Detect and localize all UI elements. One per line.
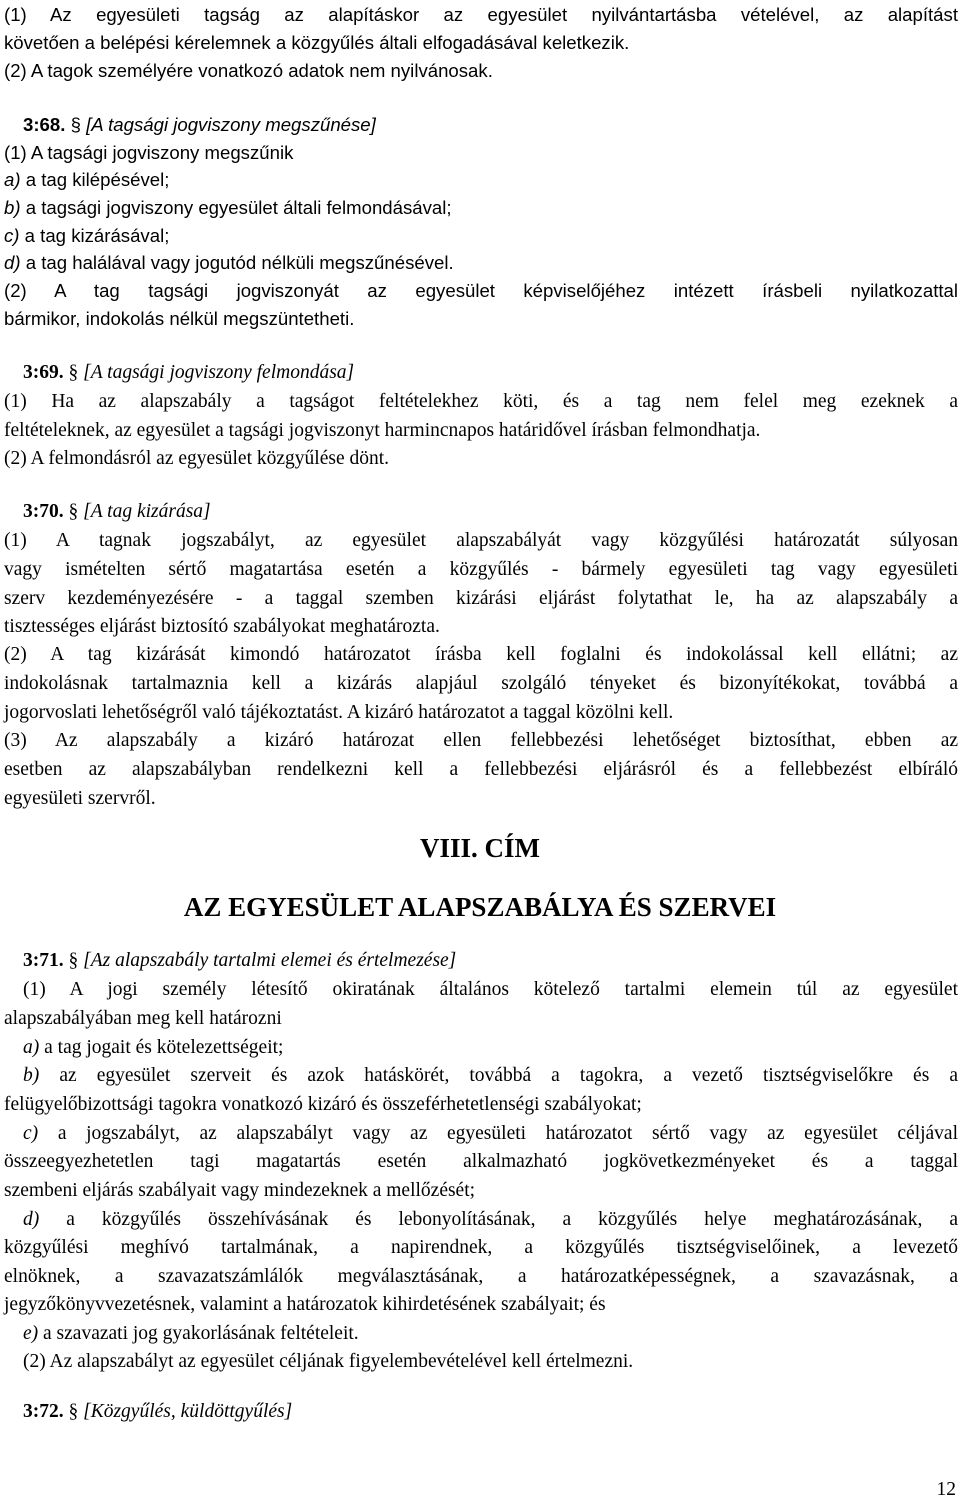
list-text: a tag kilépésével; xyxy=(25,169,170,190)
paragraph-line: tisztességes eljárást biztosító szabályokat meghatározta. xyxy=(4,616,440,637)
list-text: a tag jogait és kötelezettségeit; xyxy=(44,1037,284,1058)
list-item xyxy=(23,1206,958,1234)
list-text: a szavazati jog gyakorlásának feltételeit. xyxy=(43,1323,359,1344)
list-text: a tagsági jogviszony egyesület általi felmondásával; xyxy=(25,197,452,218)
chapter-subtitle: AZ EGYESÜLET ALAPSZABÁLYA ÉS SZERVEI xyxy=(183,892,777,922)
list-text: a tag kizárásával; xyxy=(24,225,170,246)
chapter-title: VIII. CÍM xyxy=(419,833,540,863)
paragraph-line: (3) Az alapszabály a kizáró határozat ellen fellebbezési lehetőséget biztosíthat, ebben az xyxy=(4,730,958,751)
section-title: [A tag kizárása] xyxy=(83,501,211,522)
list-marker: d) xyxy=(23,1209,40,1230)
paragraph-line: jegyzőkönyvvezetésnek, valamint a határozatok kihirdetésének szabályait; és xyxy=(4,1294,606,1315)
section-number: 3:70. xyxy=(23,501,64,522)
list-marker: c) xyxy=(23,1123,39,1144)
list-text: az egyesület szerveit és azok hatáskörét, továbbá a tagokra, a vezető tisztségviselőkre és a xyxy=(59,1065,959,1086)
paragraph-line: (2) Az alapszabályt az egyesület céljának figyelembevételével kell értelmezni. xyxy=(23,1351,634,1372)
section-number: 3:72. xyxy=(23,1401,64,1422)
section-number: 3:71. xyxy=(23,950,64,971)
section-heading-3-69 xyxy=(23,359,958,387)
paragraph-line: (1) A tagnak jogszabályt, az egyesület alapszabályát vagy közgyűlési határozatát súlyosan xyxy=(4,530,958,551)
section-heading-3-71 xyxy=(23,947,958,975)
list-item xyxy=(4,249,958,277)
paragraph-line: közgyűlési meghívó tartalmának, a napirendnek, a közgyűlés tisztségviselőinek, a levezető xyxy=(4,1237,958,1258)
list-marker: e) xyxy=(23,1323,39,1344)
paragraph-line: összeegyezhetetlen tagi magatartás esetén alkalmazható jogkövetkezményeket és a taggal xyxy=(4,1151,958,1172)
paragraph-line: bármikor, indokolás nélkül megszüntetheti. xyxy=(4,308,355,329)
paragraph-line: esetben az alapszabályban rendelkezni kell a fellebbezési eljárásról és a fellebbezést elbíráló xyxy=(4,759,958,780)
list-marker: d) xyxy=(4,252,21,273)
list-item xyxy=(23,1034,958,1062)
paragraph-line: egyesületi szervről. xyxy=(4,788,156,809)
paragraph-line: (1) Ha az alapszabály a tagságot feltételekhez köti, és a tag nem felel meg ezeknek a xyxy=(4,391,958,412)
list-marker: b) xyxy=(23,1065,40,1086)
list-text: a jogszabályt, az alapszabályt vagy az egyesületi határozatot sértő vagy az egyesület céljával xyxy=(57,1123,959,1144)
section-number: 3:68. xyxy=(23,114,66,135)
list-item xyxy=(23,1120,958,1148)
paragraph-line: követően a belépési kérelemnek a közgyűlés általi elfogadásával keletkezik. xyxy=(4,32,630,53)
list-text: a közgyűlés összehívásának és lebonyolításának, a közgyűlés helye meghatározásának, a xyxy=(66,1209,958,1230)
section-sign: § xyxy=(68,501,79,522)
list-item xyxy=(23,1062,958,1090)
paragraph-line: szembeni eljárás szabályait vagy mindezeknek a mellőzését; xyxy=(4,1180,476,1201)
paragraph-line: jogorvoslati lehetőségről való tájékoztatást. A kizáró határozatot a taggal közölni kell. xyxy=(4,702,674,723)
paragraph-line: indokolásnak tartalmaznia kell a kizárás alapjául szolgáló tényeket és bizonyítékokat, továbbá a xyxy=(4,673,958,694)
section-sign: § xyxy=(68,1401,79,1422)
paragraph-line: (2) A tag tagsági jogviszonyát az egyesület képviselőjéhez intézett írásbeli nyilatkozattal xyxy=(4,280,958,301)
section-title: [A tagsági jogviszony felmondása] xyxy=(83,362,355,383)
section-title: [A tagsági jogviszony megszűnése] xyxy=(86,114,376,135)
paragraph-line: szerv kezdeményezésére - a taggal szemben kizárási eljárást folytathat le, ha az alapszabály a xyxy=(4,588,958,609)
list-marker: b) xyxy=(4,197,21,218)
section-heading-3-70 xyxy=(23,498,958,526)
section-heading-3-72 xyxy=(23,1398,958,1426)
paragraph-line: (2) A tag kizárását kimondó határozatot írásba kell foglalni és indokolással kell ellátni; az xyxy=(4,644,958,665)
list-text: a tag halálával vagy jogutód nélküli megszűnésével. xyxy=(25,252,454,273)
paragraph-line: (2) A tagok személyére vonatkozó adatok nem nyilvánosak. xyxy=(4,60,493,81)
list-marker: a) xyxy=(4,169,21,190)
list-item xyxy=(23,1320,958,1348)
paragraph-line: felügyelőbizottsági tagokra vonatkozó kizáró és összeférhetetlenségi szabályokat; xyxy=(4,1094,642,1115)
section-title: [Az alapszabály tartalmi elemei és értelmezése] xyxy=(83,950,457,971)
list-marker: a) xyxy=(23,1037,40,1058)
list-item xyxy=(4,166,958,194)
paragraph-line: vagy ismételten sértő magatartása esetén a közgyűlés - bármely egyesületi tag vagy egyesületi xyxy=(4,559,958,580)
paragraph-line: feltételeknek, az egyesület a tagsági jogviszonyt harmincnapos határidővel írásban felmondhatja. xyxy=(4,420,761,441)
paragraph-line: alapszabályában meg kell határozni xyxy=(4,1008,282,1029)
list-marker: c) xyxy=(4,225,20,246)
paragraph-line: (1) A tagsági jogviszony megszűnik xyxy=(4,142,294,163)
section-sign: § xyxy=(68,950,79,971)
section-title: [Közgyűlés, küldöttgyűlés] xyxy=(83,1401,293,1422)
list-item xyxy=(4,222,958,250)
page-number: 12 xyxy=(936,1479,956,1500)
list-item xyxy=(4,194,958,222)
paragraph-line: (2) A felmondásról az egyesület közgyűlése dönt. xyxy=(4,448,390,469)
section-sign: § xyxy=(70,114,81,135)
paragraph-line: elnöknek, a szavazatszámlálók megválasztásának, a határozatképességnek, a szavazásnak, a xyxy=(4,1266,958,1287)
section-number: 3:69. xyxy=(23,362,64,383)
paragraph-line: (1) A jogi személy létesítő okiratának általános kötelező tartalmi elemein túl az egyesület xyxy=(23,979,958,1000)
paragraph-line: (1) Az egyesületi tagság az alapításkor az egyesület nyilvántartásba vételével, az alapítást xyxy=(4,4,958,25)
section-heading-3-68 xyxy=(23,111,958,139)
section-sign: § xyxy=(68,362,79,383)
